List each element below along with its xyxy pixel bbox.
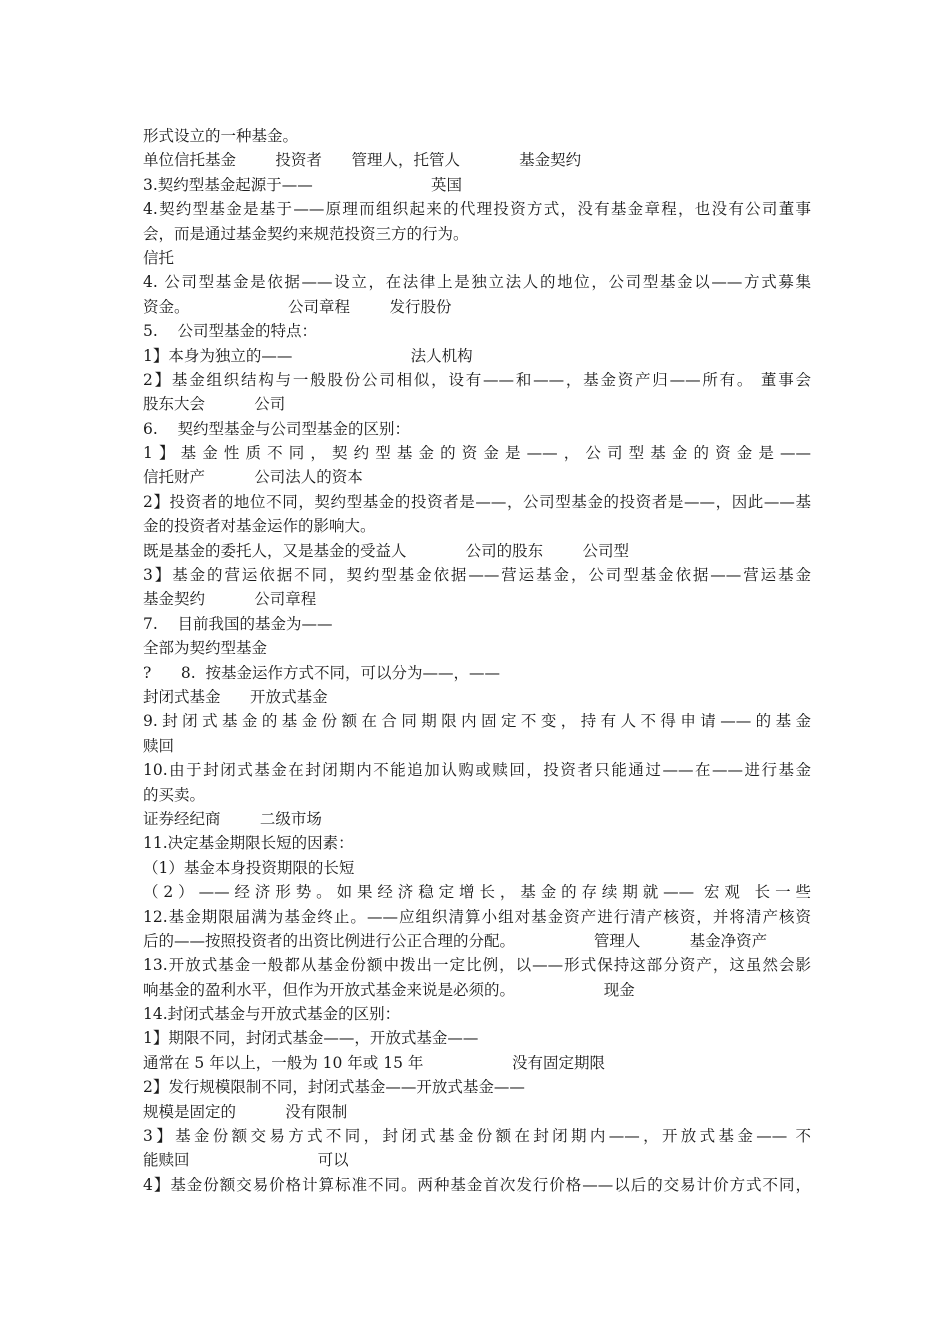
- text-line: 能赎回 可以: [143, 1151, 349, 1170]
- text-line: 金的投资者对基金运作的影响大。: [143, 517, 376, 536]
- text-line: 4】基金份额交易价格计算标准不同。两种基金首次发行价格——以后的交易计价方式不同，: [143, 1175, 811, 1194]
- text-line: 基金契约 公司章程: [143, 590, 317, 609]
- text-line: ? 8. 按基金运作方式不同，可以分为——，——: [143, 663, 501, 682]
- text-line: 9.封闭式基金的基金份额在合同期限内固定不变，持有人不得申请——的基金: [143, 712, 811, 731]
- text-line: 3.契约型基金起源于—— 英国: [143, 175, 463, 194]
- text-line: 14.封闭式基金与开放式基金的区别：: [143, 1005, 401, 1024]
- text-line: 形式设立的一种基金。: [143, 127, 299, 145]
- text-line: 1】基金性质不同，契约型基金的资金是——，公司型基金的资金是——: [143, 444, 811, 463]
- text-line: 6. 契约型基金与公司型基金的区别：: [143, 419, 410, 438]
- text-line: 会，而是通过基金契约来规范投资三方的行为。: [143, 224, 469, 243]
- text-line: 后的——按照投资者的出资比例进行公正合理的分配。 管理人 基金净资产: [143, 931, 768, 950]
- text-line: 通常在 5 年以上，一般为 10 年或 15 年 没有固定期限: [143, 1053, 606, 1072]
- text-line: 4. 公司型基金是依据——设立，在法律上是独立法人的地位，公司型基金以——方式募集: [143, 273, 811, 292]
- text-line: 响基金的盈利水平，但作为开放式基金来说是必须的。 现金: [143, 980, 635, 999]
- text-line: 的买卖。: [143, 785, 206, 804]
- text-line: 赎回: [143, 736, 175, 755]
- text-line: 4.契约型基金是基于——原理而组织起来的代理投资方式，没有基金章程，也没有公司董事: [143, 200, 811, 219]
- text-line: 全部为契约型基金: [143, 639, 268, 658]
- text-line: 信托: [143, 248, 175, 267]
- text-line: 股东大会 公司: [143, 395, 286, 414]
- text-line: 11.决定基金期限长短的因素：: [143, 834, 354, 853]
- text-line: （1）基金本身投资期限的长短: [143, 858, 355, 877]
- text-line: 1】本身为独立的—— 法人机构: [143, 346, 473, 365]
- text-line: 2】发行规模限制不同，封闭式基金——开放式基金——: [143, 1078, 525, 1097]
- text-line: 5. 公司型基金的特点：: [143, 322, 317, 341]
- text-line: 12.基金期限届满为基金终止。——应组织清算小组对基金资产进行清产核资，并将清产核资: [143, 907, 811, 926]
- text-line: 信托财产 公司法人的资本: [143, 468, 363, 487]
- text-line: 既是基金的委托人，又是基金的受益人 公司的股东 公司型: [143, 541, 630, 560]
- text-line: 规模是固定的 没有限制: [143, 1102, 348, 1121]
- text-line: 2】投资者的地位不同，契约型基金的投资者是——，公司型基金的投资者是——，因此——基: [143, 492, 811, 511]
- text-line: 1】期限不同，封闭式基金——，开放式基金——: [143, 1029, 479, 1048]
- text-line: 7. 目前我国的基金为——: [143, 614, 333, 633]
- text-line: 单位信托基金 投资者 管理人，托管人 基金契约: [143, 151, 582, 170]
- text-line: 3】基金的营运依据不同，契约型基金依据——营运基金，公司型基金依据——营运基金: [143, 566, 811, 585]
- document-body: [143, 124, 811, 1197]
- text-line: 13.开放式基金一般都从基金份额中拨出一定比例，以——形式保持这部分资产，这虽然会影: [143, 956, 811, 975]
- text-line: 10.由于封闭式基金在封闭期内不能追加认购或赎回，投资者只能通过——在——进行基金: [143, 761, 811, 780]
- text-line: 封闭式基金 开放式基金: [143, 687, 328, 706]
- text-line: 证券经纪商 二级市场: [143, 809, 322, 828]
- text-line: 资金。 公司章程 发行股份: [143, 297, 452, 316]
- text-line: 2】基金组织结构与一般股份公司相似，设有——和——，基金资产归——所有。 董事会: [143, 370, 811, 389]
- text-line: 3】基金份额交易方式不同，封闭式基金份额在封闭期内——，开放式基金—— 不: [143, 1127, 811, 1146]
- text-line: （2）——经济形势。如果经济稳定增长，基金的存续期就—— 宏观 长一些: [143, 883, 811, 902]
